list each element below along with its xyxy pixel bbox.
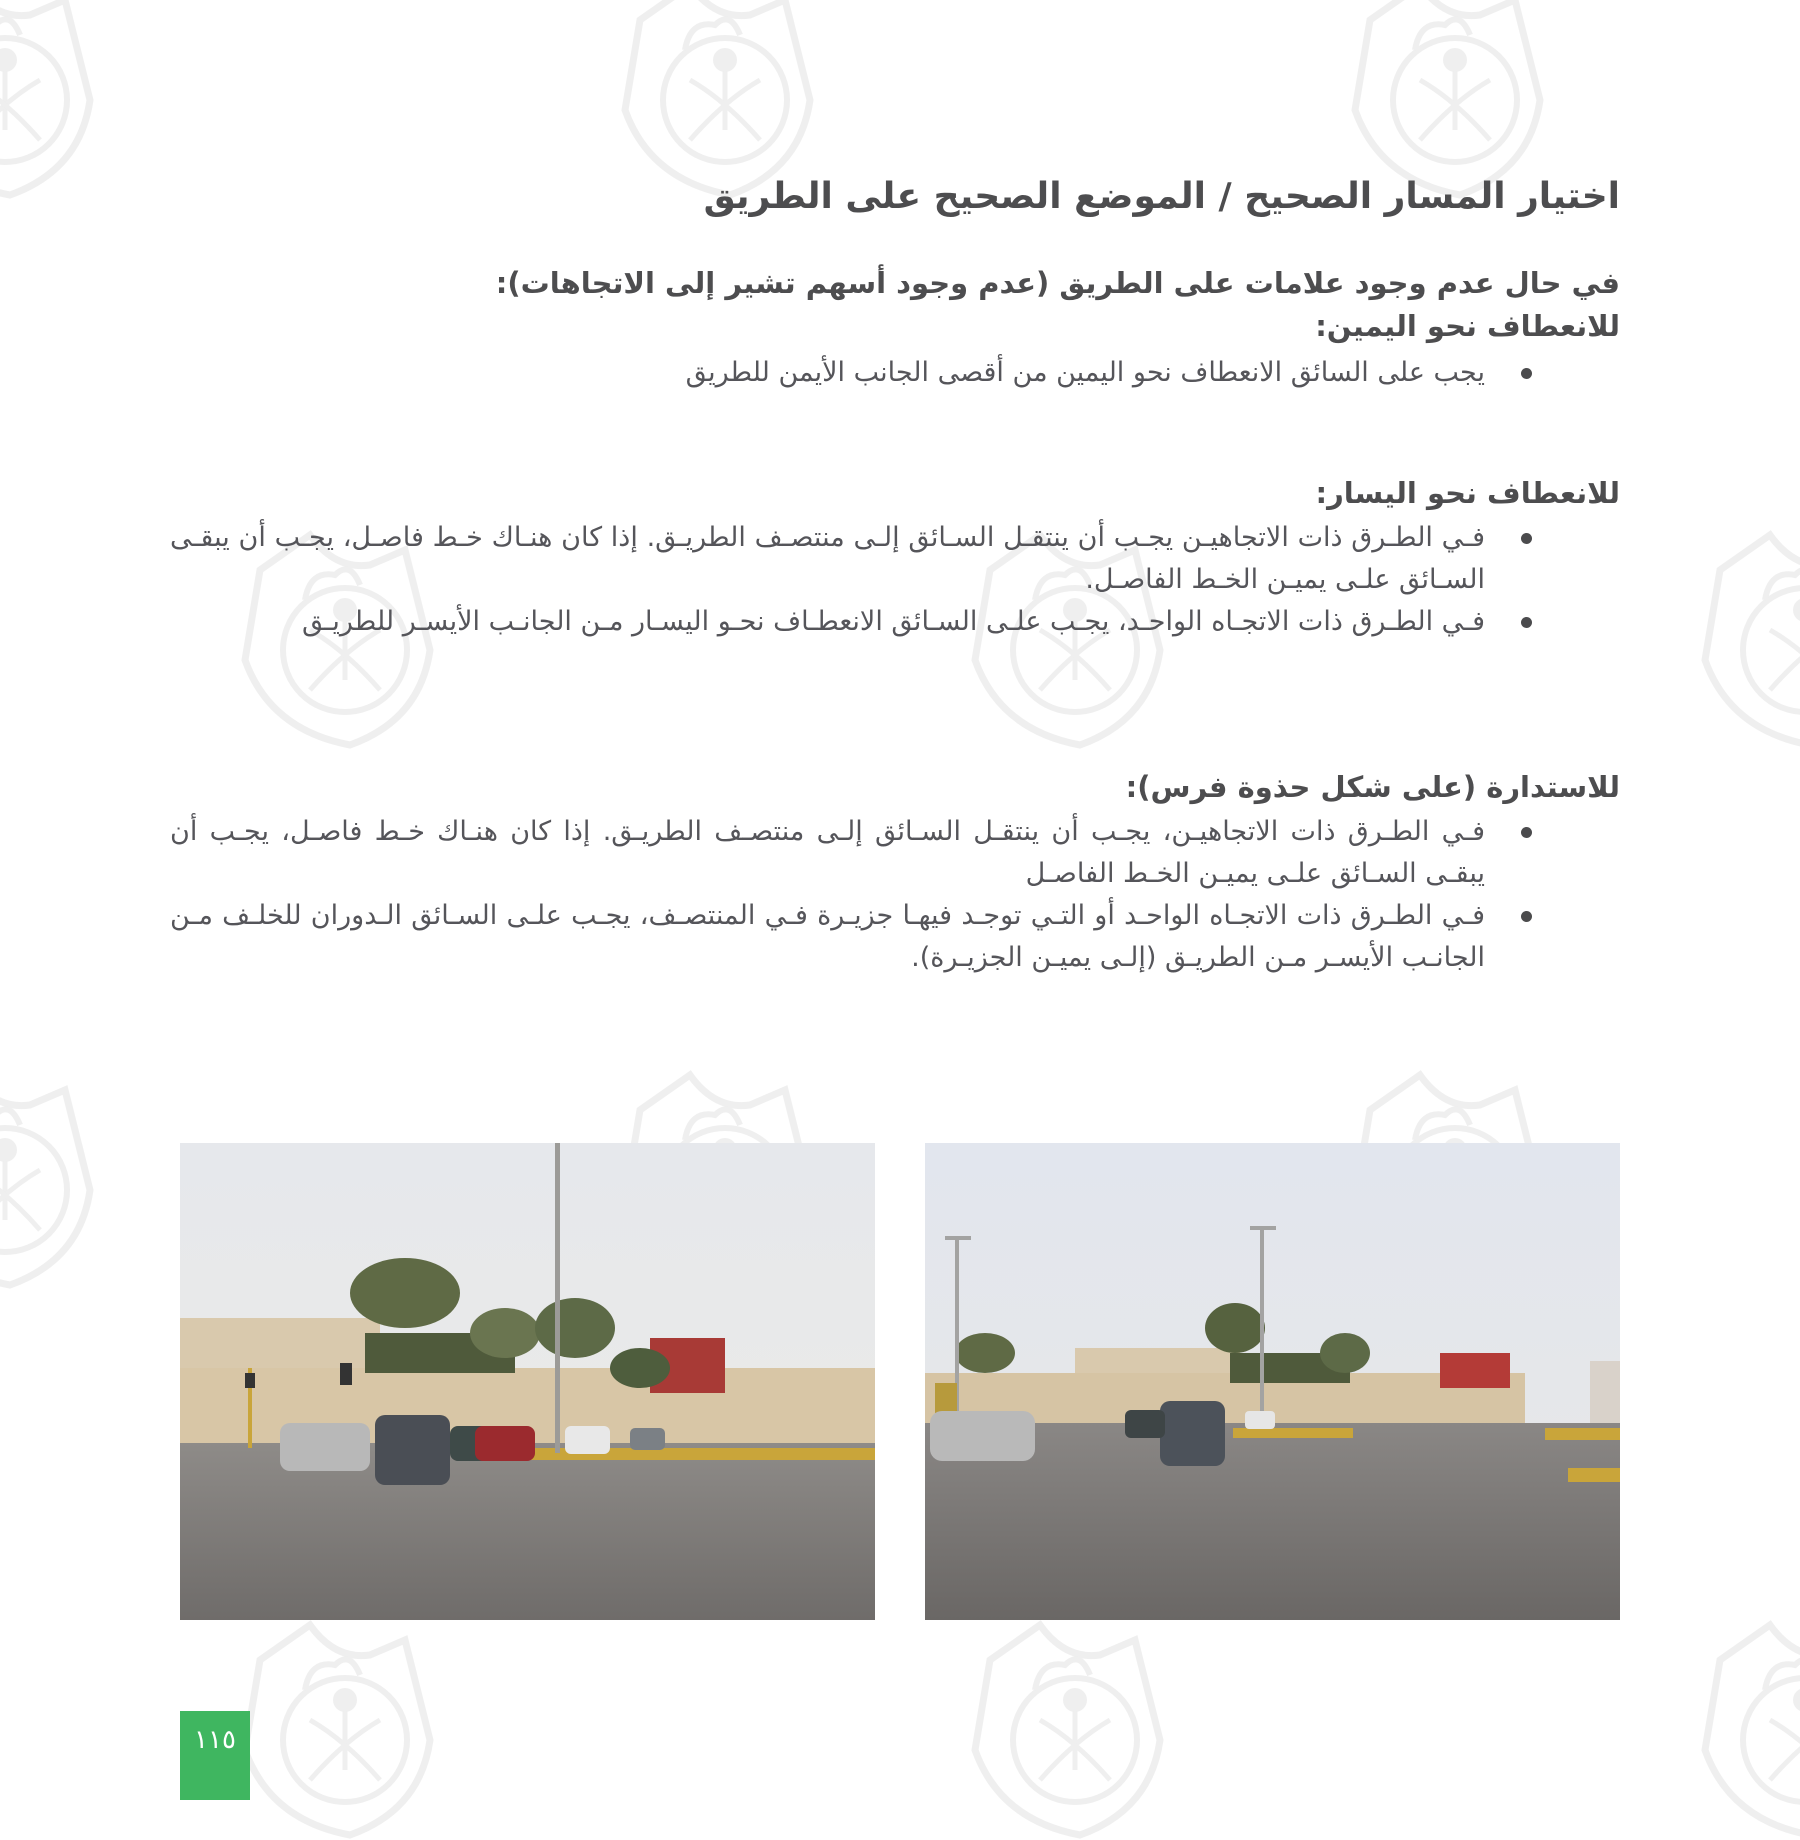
watermark-emblem-icon [960,1620,1170,1840]
section-intro: في حال عدم وجود علامات على الطريق (عدم وجود أسهم تشير إلى الاتجاهات): [495,266,1620,300]
page-number: ١١٥ [180,1711,250,1800]
section-heading-u-turn: للاستدارة (على شكل حذوة فرس): [1125,770,1620,804]
watermark-emblem-icon [610,0,820,200]
bullet-list-u-turn [170,811,1620,979]
list-item: فـي الطـرق ذات الاتجـاه الواحـد، يجـب علـى السـائق الانعطـاف نحـو اليسـار مـن الجانـب الأيسـر للطريـق [170,601,1620,643]
watermark-emblem-icon [1340,0,1550,200]
watermark-emblem-icon [1690,530,1800,750]
bullet-icon [1521,911,1532,922]
bullet-icon [1521,533,1532,544]
intersection-photo-left [180,1143,875,1620]
bullet-icon [1521,368,1532,379]
watermark-emblem-icon [1690,1620,1800,1840]
bullet-list-left-turn [170,517,1620,643]
list-item: يجب على السائق الانعطاف نحو اليمين من أقصى الجانب الأيمن للطريق [170,352,1620,394]
watermark-emblem-icon [230,1620,440,1840]
bullet-icon [1521,827,1532,838]
list-item: فـي الطـرق ذات الاتجـاه الواحـد أو التـي توجـد فيهـا جزيـرة فـي المنتصـف، يجـب علـى السـائق الـدوران للخلـف مـن الجانـب الأيسـر مـن الطريـق (إلـى يميـن الجزيـرة). [170,895,1620,979]
section-heading-left-turn: للانعطاف نحو اليسار: [1315,476,1620,510]
intersection-photo-right [925,1143,1620,1620]
bullet-icon [1521,617,1532,628]
list-item: فـي الطـرق ذات الاتجاهيـن يجـب أن ينتقـل السـائق إلـى منتصـف الطريـق. إذا كان هنـاك خـط فاصـل، يجـب أن يبقـى السـائق علـى يميـن الخـط الفاصـل. [170,517,1620,601]
watermark-emblem-icon [0,1070,100,1290]
list-item: فـي الطـرق ذات الاتجاهيـن، يجـب أن ينتقـل السـائق إلـى منتصـف الطريـق. إذا كان هنـاك خـط فاصـل، يجـب أن يبقـى السـائق علـى يميـن الخـط الفاصـل [170,811,1620,895]
page-title: اختيار المسار الصحيح / الموضع الصحيح على الطريق [703,176,1620,217]
watermark-emblem-icon [0,0,100,200]
bullet-list-right-turn [170,352,1620,394]
section-heading-right-turn: للانعطاف نحو اليمين: [1315,309,1620,343]
